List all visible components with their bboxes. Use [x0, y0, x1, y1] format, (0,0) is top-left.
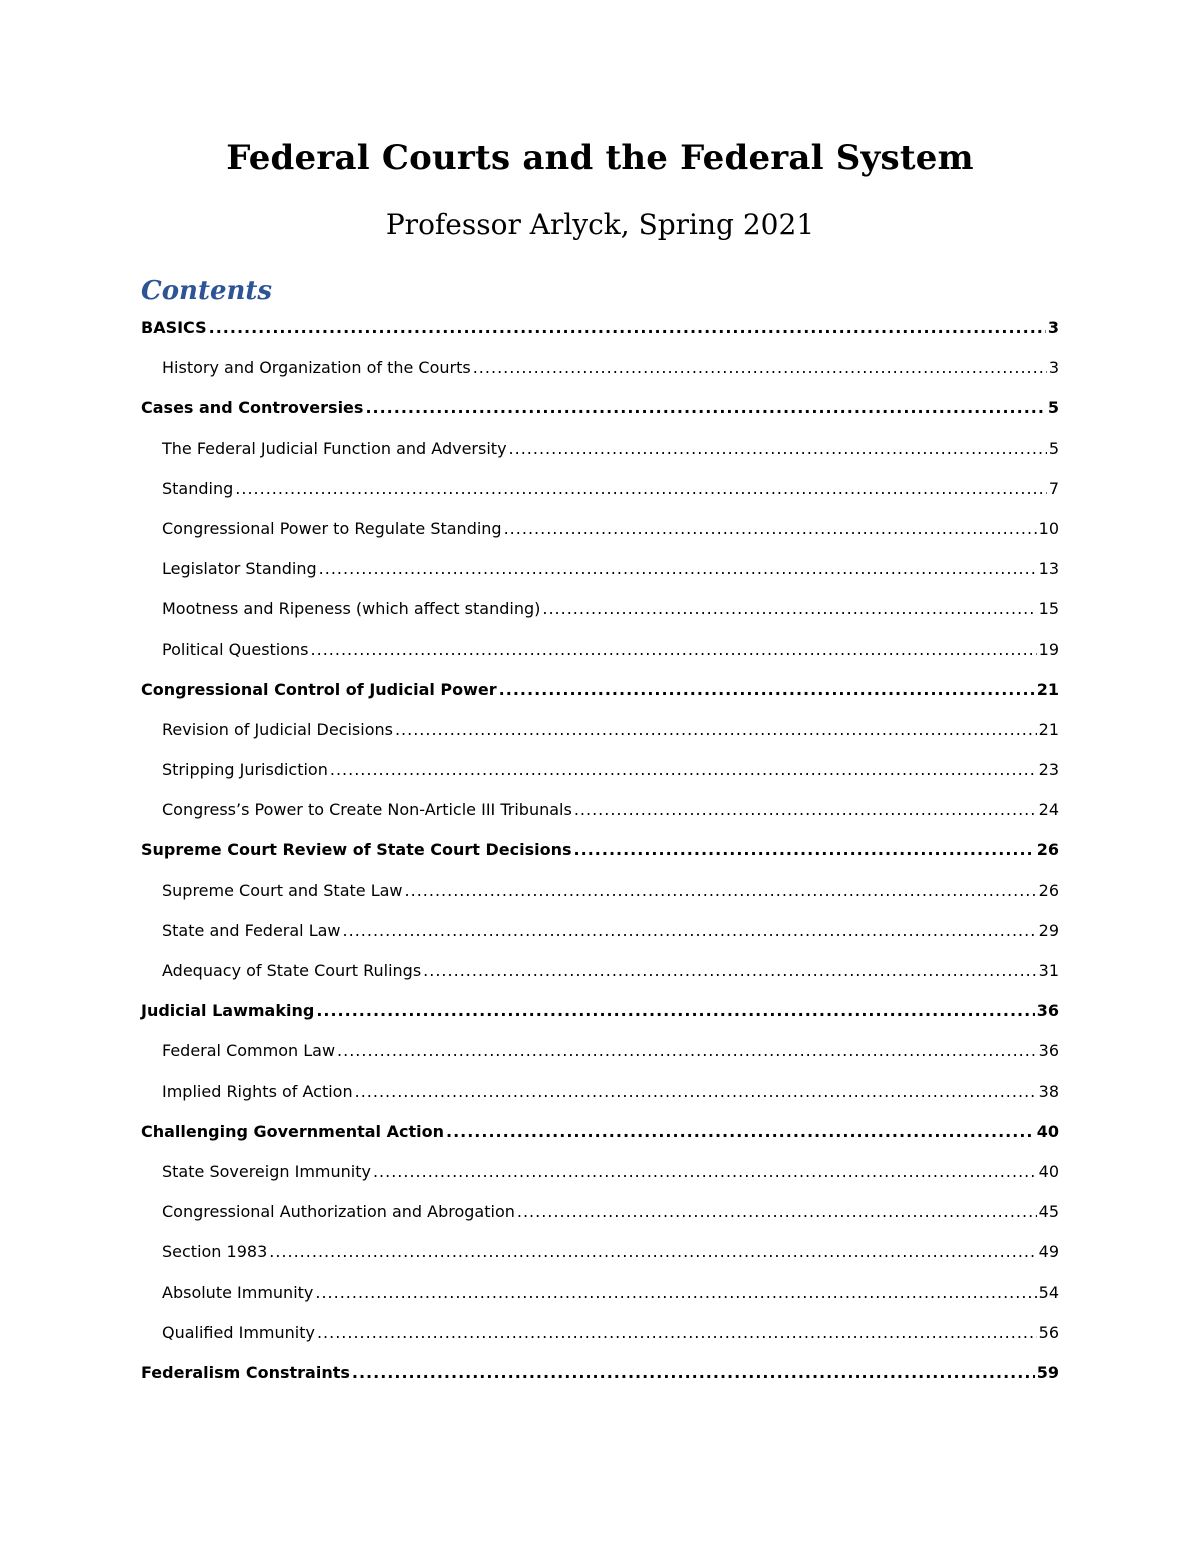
toc-page-number: 59 — [1036, 1362, 1059, 1382]
toc-subsection-entry[interactable] — [141, 750, 1059, 790]
toc-page-number: 40 — [1038, 1161, 1059, 1181]
toc-dot-leader — [405, 871, 1037, 911]
toc-section-entry[interactable] — [141, 308, 1059, 348]
toc-entry-label: Political Questions — [162, 639, 309, 659]
toc-page-number: 7 — [1048, 478, 1059, 498]
toc-section-entry[interactable] — [141, 670, 1059, 710]
toc-page-number: 19 — [1038, 639, 1059, 659]
toc-dot-leader — [235, 469, 1047, 509]
toc-entry-label: State Sovereign Immunity — [162, 1161, 371, 1181]
toc-page-number: 40 — [1036, 1121, 1059, 1141]
toc-entry-label: Revision of Judicial Decisions — [162, 719, 393, 739]
toc-dot-leader — [473, 348, 1047, 388]
toc-page-number: 24 — [1038, 800, 1059, 820]
toc-dot-leader — [446, 1112, 1035, 1152]
toc-subsection-entry[interactable] — [141, 1031, 1059, 1071]
toc-dot-leader — [316, 991, 1034, 1031]
toc-page-number: 21 — [1036, 679, 1059, 699]
toc-subsection-entry[interactable] — [141, 1192, 1059, 1232]
toc-subsection-entry[interactable] — [141, 1273, 1059, 1313]
toc-page-number: 36 — [1036, 1001, 1059, 1021]
toc-dot-leader — [504, 509, 1037, 549]
toc-entry-label: Legislator Standing — [162, 559, 317, 579]
toc-page-number: 3 — [1047, 318, 1059, 337]
toc-page-number: 5 — [1048, 438, 1059, 458]
toc-page-number: 5 — [1047, 398, 1059, 418]
toc-entry-label: Section 1983 — [162, 1242, 268, 1262]
toc-entry-label: State and Federal Law — [162, 920, 341, 940]
toc-page-number: 26 — [1036, 840, 1059, 860]
toc-page-number: 36 — [1038, 1041, 1059, 1061]
toc-dot-leader — [373, 1152, 1037, 1192]
toc-dot-leader — [517, 1192, 1037, 1232]
document-title: Federal Courts and the Federal System — [226, 138, 974, 178]
toc-entry-label: The Federal Judicial Function and Adversity — [162, 438, 507, 458]
toc-dot-leader — [574, 830, 1035, 870]
toc-page-number: 13 — [1038, 559, 1059, 579]
toc-page-number: 21 — [1038, 719, 1059, 739]
toc-subsection-entry[interactable] — [141, 790, 1059, 830]
toc-page-number: 56 — [1038, 1322, 1059, 1342]
toc-section-entry[interactable] — [141, 1112, 1059, 1152]
toc-subsection-entry[interactable] — [141, 1313, 1059, 1353]
toc-page-number: 45 — [1038, 1202, 1059, 1222]
toc-subsection-entry[interactable] — [141, 469, 1059, 509]
toc-subsection-entry[interactable] — [141, 951, 1059, 991]
toc-section-entry[interactable] — [141, 1353, 1059, 1393]
toc-dot-leader — [209, 308, 1046, 348]
toc-page-number: 3 — [1048, 358, 1059, 378]
toc-entry-label: Absolute Immunity — [162, 1282, 314, 1302]
toc-subsection-entry[interactable] — [141, 549, 1059, 589]
toc-entry-label: Supreme Court and State Law — [162, 880, 403, 900]
table-of-contents — [141, 308, 1059, 1393]
toc-entry-label: Implied Rights of Action — [162, 1081, 353, 1101]
toc-entry-label: Judicial Lawmaking — [141, 1001, 315, 1021]
toc-dot-leader — [315, 1273, 1036, 1313]
toc-page-number: 54 — [1038, 1282, 1059, 1302]
toc-entry-label: Federal Common Law — [162, 1041, 336, 1061]
toc-entry-label: History and Organization of the Courts — [162, 358, 471, 378]
toc-entry-label: Congressional Authorization and Abrogation — [162, 1202, 515, 1222]
toc-entry-label: Stripping Jurisdiction — [162, 760, 328, 780]
toc-dot-leader — [542, 589, 1036, 629]
contents-heading: Contents — [141, 276, 273, 306]
toc-entry-label: Mootness and Ripeness (which affect standing) — [162, 599, 541, 619]
toc-subsection-entry[interactable] — [141, 348, 1059, 388]
toc-dot-leader — [395, 710, 1037, 750]
toc-dot-leader — [352, 1353, 1035, 1393]
toc-dot-leader — [509, 429, 1047, 469]
toc-subsection-entry[interactable] — [141, 589, 1059, 629]
toc-section-entry[interactable] — [141, 388, 1059, 428]
toc-entry-label: Congress’s Power to Create Non-Article III Tribunals — [162, 800, 572, 820]
toc-entry-label: Cases and Controversies — [141, 398, 364, 418]
toc-entry-label: BASICS — [141, 318, 207, 337]
toc-page-number: 26 — [1038, 880, 1059, 900]
toc-subsection-entry[interactable] — [141, 509, 1059, 549]
toc-section-entry[interactable] — [141, 830, 1059, 870]
toc-dot-leader — [317, 1313, 1037, 1353]
toc-entry-label: Federalism Constraints — [141, 1362, 350, 1382]
toc-page-number: 29 — [1038, 920, 1059, 940]
toc-page-number: 38 — [1038, 1081, 1059, 1101]
toc-entry-label: Qualified Immunity — [162, 1322, 315, 1342]
toc-entry-label: Supreme Court Review of State Court Decisions — [141, 840, 572, 860]
toc-entry-label: Challenging Governmental Action — [141, 1121, 444, 1141]
toc-entry-label: Congressional Control of Judicial Power — [141, 679, 497, 699]
toc-dot-leader — [269, 1232, 1036, 1272]
toc-section-entry[interactable] — [141, 991, 1059, 1031]
toc-subsection-entry[interactable] — [141, 1072, 1059, 1112]
toc-subsection-entry[interactable] — [141, 710, 1059, 750]
toc-dot-leader — [319, 549, 1037, 589]
toc-subsection-entry[interactable] — [141, 911, 1059, 951]
toc-page-number: 15 — [1038, 599, 1059, 619]
toc-subsection-entry[interactable] — [141, 871, 1059, 911]
toc-entry-label: Congressional Power to Regulate Standing — [162, 518, 502, 538]
toc-dot-leader — [355, 1072, 1037, 1112]
toc-subsection-entry[interactable] — [141, 429, 1059, 469]
toc-dot-leader — [423, 951, 1036, 991]
toc-page-number: 31 — [1038, 961, 1059, 980]
toc-page-number: 10 — [1038, 518, 1059, 538]
toc-dot-leader — [343, 911, 1037, 951]
toc-dot-leader — [337, 1031, 1037, 1071]
toc-dot-leader — [330, 750, 1037, 790]
toc-subsection-entry[interactable] — [141, 1232, 1059, 1272]
toc-dot-leader — [365, 388, 1045, 428]
document-subtitle: Professor Arlyck, Spring 2021 — [385, 208, 815, 241]
toc-dot-leader — [499, 670, 1035, 710]
toc-entry-label: Adequacy of State Court Rulings — [162, 961, 422, 980]
toc-dot-leader — [311, 630, 1037, 670]
toc-dot-leader — [574, 790, 1037, 830]
toc-page-number: 23 — [1038, 760, 1059, 780]
toc-entry-label: Standing — [162, 478, 234, 498]
toc-subsection-entry[interactable] — [141, 1152, 1059, 1192]
toc-page-number: 49 — [1038, 1242, 1059, 1262]
toc-subsection-entry[interactable] — [141, 630, 1059, 670]
